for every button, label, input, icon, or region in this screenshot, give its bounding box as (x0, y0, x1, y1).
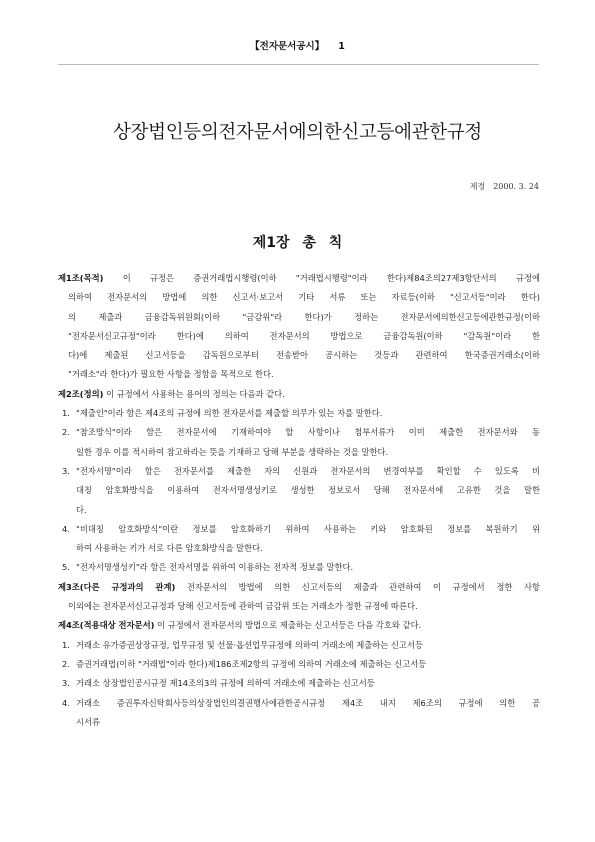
article-text: 전자문서의 방법에 의한 신고서등의 제출과 관련하여 이 규정에서 정한 사항 (186, 581, 540, 592)
article (58, 578, 540, 617)
item-text: 일한 경우 이를 적시하여 참고하라는 뜻을 기재하고 당해 부분을 생략하는 것을 말한다. (76, 446, 389, 457)
article-line (58, 578, 540, 597)
item-number: 2. (62, 427, 70, 438)
article-line (58, 385, 540, 404)
list-item (58, 423, 540, 462)
item-number: 2. (62, 658, 70, 669)
item-text: 다. (76, 504, 87, 515)
article-text: 이 규정에서 전자문서의 방법으로 제출하는 신고서등은 다음 각호와 같다. (157, 620, 422, 631)
article-line (58, 346, 540, 365)
article-text: 이 규정에서 사용하는 용어의 정의는 다음과 같다. (106, 388, 285, 399)
article-line (58, 365, 540, 384)
document-body (58, 269, 540, 732)
list-item (58, 694, 540, 733)
list-item (58, 404, 540, 423)
article-text: "전자문서신고규정"이라 한다)에 의하여 전자문서의 방법으로 금융감독원(이하 "감독원"이라 한 (68, 330, 540, 341)
article-text: 다)에 제출된 신고서등을 감독원으로부터 전송받아 공시하는 것등과 관련하여 한국증권거래소(이하 (68, 350, 540, 361)
enactment-info (470, 181, 539, 192)
article-heading: 제4조(적용대상 전자문서) (58, 620, 155, 631)
enacted-date: 2000. 3. 24 (493, 182, 539, 191)
article (58, 616, 540, 635)
item-number: 4. (62, 697, 70, 708)
article-text: 의하여 전자문서의 방법에 의한 신고서·보고서 기타 서류 또는 자료등(이하 "신고서등"이라 한다) (68, 292, 540, 303)
article (58, 269, 540, 385)
article-heading: 제2조(정의) (58, 388, 104, 399)
item-number: 1. (62, 639, 70, 650)
chapter-heading: 제1장 총 칙 (252, 235, 343, 251)
item-number: 3. (62, 465, 70, 476)
item-text: "참조방식"이라 함은 전자문서에 기재하여야 할 사항이나 첨부서류가 이미 제출한 전자문서와 동 (76, 427, 540, 438)
article-text: 이외에는 전자문서신고규정과 당해 신고서등에 관하여 금감위 또는 거래소가 정한 규정에 따른다. (68, 601, 418, 612)
article-text: 의 제출과 금융감독위원회(이하 "금감위"라 한다)가 정하는 전자문서에의한신고등에관한규정(이하 (68, 311, 540, 322)
enacted-label: 제정 (469, 182, 486, 191)
article-heading: 제3조(다른 규정과의 관계) (58, 581, 176, 592)
item-text: 대칭 암호화방식을 이용하여 전자서명생성키로 생성한 정보로서 당해 전자문서에 고유한 것을 말한 (76, 485, 540, 496)
item-text: "제출인"이라 함은 제4조의 규정에 의한 전자문서를 제출할 의무가 있는 자를 말한다. (76, 408, 383, 419)
item-text: "전자서명생성키"라 함은 전자서명을 위하여 이용하는 전자적 정보를 말한다. (76, 562, 354, 573)
article-line (58, 327, 540, 346)
item-text: 시서류 (76, 716, 101, 727)
item-number: 1. (62, 408, 70, 419)
header-divider (58, 64, 539, 65)
item-number: 3. (62, 678, 70, 689)
list-item (58, 462, 540, 520)
item-text: 하여 사용하는 키가 서로 다른 암호화방식을 말한다. (76, 543, 263, 554)
article-text: "거래소"라 한다)가 필요한 사항을 정함을 목적으로 한다. (68, 369, 274, 380)
list-item (58, 520, 540, 559)
article-text: 이 규정은 증권거래법시행령(이하 "거래법시행령"이라 한다)제84조의27제3항단서의 규정에 (122, 273, 540, 283)
list-item (58, 674, 540, 693)
article-line (58, 288, 540, 307)
item-text: 증권거래법(이하 "거래법"이라 한다)제186조제2항의 규정에 의하여 거래소에 제출하는 신고서등 (76, 658, 427, 669)
section-label: 【전자문서공시】 (250, 41, 325, 52)
page-number: 1 (338, 41, 345, 52)
item-text: 거래소 증권투자신탁회사등의상장법인의결권행사에관한공시규정 제4조 내지 제6조의 규정에 의한 공 (76, 697, 540, 708)
article-line (58, 308, 540, 327)
article-line (58, 269, 540, 288)
item-text: "비대칭 암호화방식"이란 정보를 암호화하기 위하여 사용하는 키와 암호화된 정보를 복원하기 위 (76, 523, 540, 534)
item-number: 5. (62, 562, 70, 573)
item-text: 거래소 상장법인공시규정 제14조의3의 규정에 의하여 거래소에 제출하는 신고서등 (76, 678, 375, 689)
article-line (58, 597, 540, 616)
item-number: 4. (62, 523, 70, 534)
item-text: "전자서명"이라 함은 전자문서를 제출한 자의 신원과 전자문서의 변경여부를 확인할 수 있도록 비 (76, 465, 540, 476)
list-item (58, 655, 540, 674)
list-item (58, 558, 540, 577)
article (58, 385, 540, 404)
item-text: 거래소 유가증권상장규정, 업무규정 및 선물·옵션업무규정에 의하여 거래소에 제출하는 신고서등 (76, 639, 423, 650)
page-header (0, 38, 595, 52)
document-title: 상장법인등의전자문서에의한신고등에관한규정 (113, 122, 482, 143)
article-heading: 제1조(목적) (58, 273, 104, 283)
article-line (58, 616, 540, 635)
list-item (58, 636, 540, 655)
